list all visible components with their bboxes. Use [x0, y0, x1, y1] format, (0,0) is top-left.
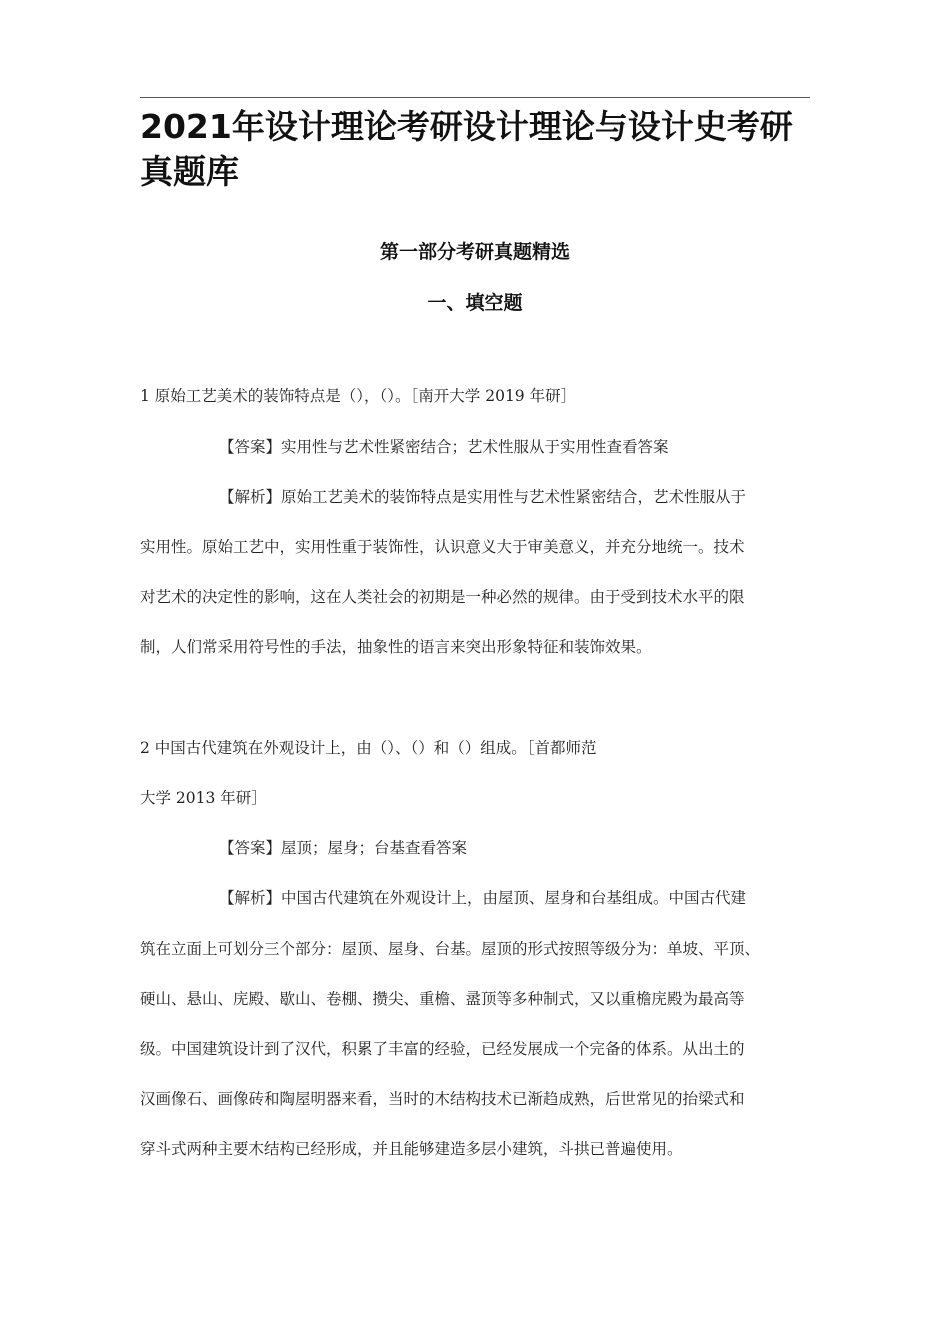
question-1-analysis-line: 【解析】原始工艺美术的装饰特点是实用性与艺术性紧密结合，艺术性服从于 — [219, 488, 747, 506]
question-2-text: 大学 2013 年研］ — [140, 789, 267, 807]
part-heading: 第一部分考研真题精选 — [379, 241, 570, 263]
question-2-analysis-line: 穿斗式两种主要木结构已经形成，并且能够建造多层小建筑，斗拱已普遍使用。 — [140, 1140, 683, 1158]
question-1-answer: 【答案】实用性与艺术性紧密结合；艺术性服从于实用性查看答案 — [219, 438, 669, 456]
document-title: 2021年设计理论考研设计理论与设计史考研真题库 — [140, 107, 793, 191]
question-2-answer: 【答案】屋顶；屋身；台基查看答案 — [219, 839, 468, 857]
question-2-analysis-line: 筑在立面上可划分三个部分：屋顶、屋身、台基。屋顶的形式按照等级分为：单坡、平顶、 — [140, 940, 761, 958]
question-2-analysis-line: 级。中国建筑设计到了汉代，积累了丰富的经验，已经发展成一个完备的体系。从出土的 — [140, 1040, 745, 1058]
question-1-analysis-line: 制，人们常采用符号性的手法，抽象性的语言来突出形象特征和装饰效果。 — [140, 638, 652, 656]
question-1-analysis-line: 对艺术的决定性的影响，这在人类社会的初期是一种必然的规律。由于受到技术水平的限 — [140, 588, 745, 606]
title-top-rule — [140, 97, 810, 98]
question-2-analysis-line: 汉画像石、画像砖和陶屋明器来看，当时的木结构技术已渐趋成熟，后世常见的抬梁式和 — [140, 1090, 745, 1108]
question-2-analysis-line: 【解析】中国古代建筑在外观设计上，由屋顶、屋身和台基组成。中国古代建 — [219, 889, 747, 907]
section-heading: 一、填空题 — [427, 292, 523, 314]
question-1-text: 1 原始工艺美术的装饰特点是（），（）。［南开大学 2019 年研］ — [140, 387, 577, 405]
question-1-analysis-line: 实用性。原始工艺中，实用性重于装饰性，认识意义大于审美意义，并充分地统一。技术 — [140, 538, 745, 556]
question-2-text: 2 中国古代建筑在外观设计上，由（）、（）和（）组成。［首都师范 — [140, 739, 597, 757]
question-2-analysis-line: 硬山、悬山、庑殿、歇山、卷棚、攒尖、重檐、盝顶等多种制式，又以重檐庑殿为最高等 — [140, 990, 745, 1008]
